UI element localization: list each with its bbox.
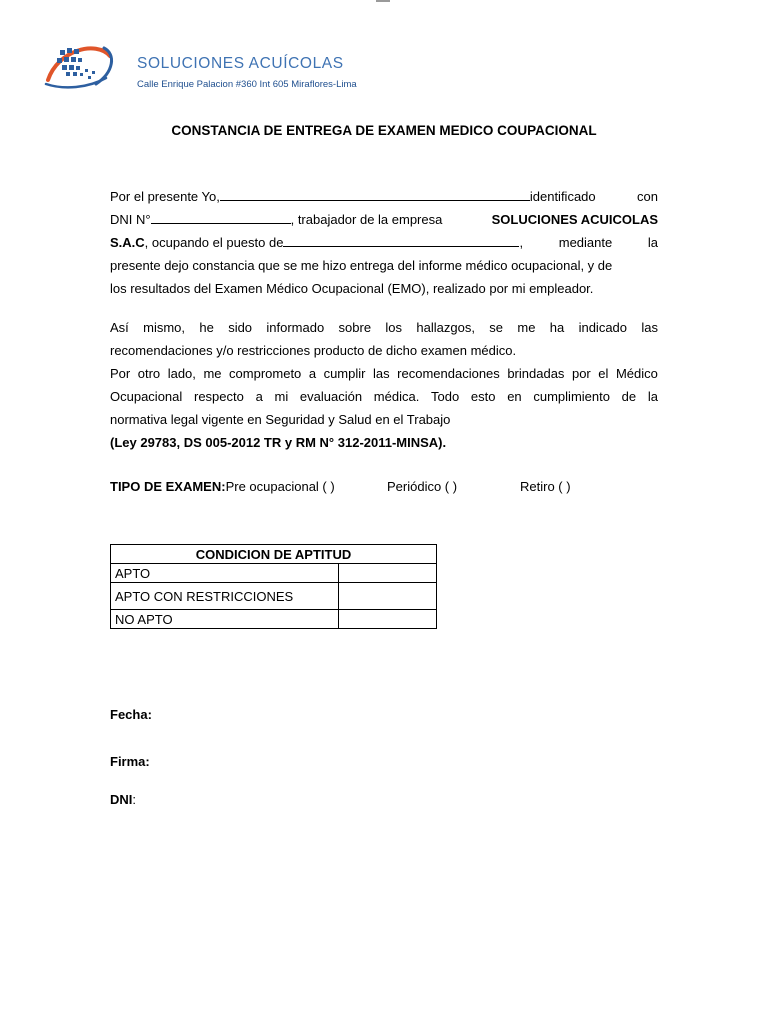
word: a [308, 366, 317, 381]
word: Médico [615, 366, 658, 381]
paragraph-line [110, 208, 658, 231]
word: de [621, 389, 637, 404]
word: cumplir [323, 366, 366, 381]
paragraph-line-justified [110, 362, 658, 385]
word: otro [137, 366, 161, 381]
word: recomendaciones [397, 366, 500, 381]
text-la: la [647, 235, 658, 250]
word: indicado [578, 320, 628, 335]
word: evaluación [299, 389, 363, 404]
aptitude-mark-cell[interactable] [338, 610, 436, 629]
word: Ocupacional [110, 389, 183, 404]
paragraph-line: normativa legal vigente en Seguridad y Salud en el Trabajo [110, 412, 451, 427]
word: las [641, 320, 658, 335]
word: comprometo [229, 366, 302, 381]
fish-globe-logo-icon [44, 40, 134, 92]
text-por-el-presente: Por el presente Yo, [110, 189, 220, 204]
word: se [489, 320, 504, 335]
table-header-row [111, 545, 437, 564]
word: hallazgos, [416, 320, 475, 335]
paragraph-line: recomendaciones y/o restricciones producto de dicho examen médico. [110, 343, 517, 358]
word: esto [470, 389, 496, 404]
word: ha [549, 320, 565, 335]
company-name: SOLUCIONES ACUÍCOLAS [137, 55, 344, 72]
word: mismo, [143, 320, 186, 335]
table-row [111, 583, 437, 610]
paragraph-line-justified [110, 316, 658, 339]
paragraph-line-justified [110, 385, 658, 408]
word: los [385, 320, 403, 335]
table-header: CONDICION DE APTITUD [111, 545, 437, 564]
word: me [517, 320, 536, 335]
document-title: CONSTANCIA DE ENTREGA DE EXAMEN MEDICO COUPACIONAL [171, 123, 597, 138]
word: he [199, 320, 214, 335]
word: Todo [431, 389, 460, 404]
table-row [111, 610, 437, 629]
exam-type-retiro-option[interactable]: Retiro ( ) [520, 479, 571, 494]
page-top-mark [376, 0, 390, 2]
word: por [571, 366, 591, 381]
word: Así [110, 320, 129, 335]
company-suffix-bold: S.A.C [110, 235, 145, 250]
paragraph-line [110, 185, 658, 208]
dni-label [110, 792, 136, 807]
dni-colon: : [132, 792, 137, 807]
paragraph-line: los resultados del Examen Médico Ocupacional (EMO), realizado por mi empleador. [110, 281, 594, 296]
position-blank-field[interactable] [283, 233, 519, 247]
word: mi [274, 389, 289, 404]
word: me [203, 366, 222, 381]
text-ocupando: , ocupando el puesto de [144, 235, 284, 250]
paragraph-line: presente dejo constancia que se me hizo entrega del informe médico ocupacional, y de [110, 258, 613, 273]
table-row [111, 564, 437, 583]
aptitude-label: APTO [111, 564, 339, 583]
word: informado [266, 320, 325, 335]
exam-type-pre-option[interactable]: Pre ocupacional ( ) [225, 479, 335, 494]
word: lado, [167, 366, 196, 381]
word: la [647, 389, 658, 404]
text-trabajador: , trabajador de la empresa [290, 212, 443, 227]
word: brindadas [507, 366, 565, 381]
aptitude-table [110, 544, 437, 629]
paragraph-declaration [110, 185, 658, 300]
word: a [255, 389, 263, 404]
law-reference-text: (Ley 29783, DS 005-2012 TR y RM N° 312-2011-MINSA). [110, 435, 447, 450]
text-identificado: identificado [529, 189, 596, 204]
dni-blank-field[interactable] [151, 210, 291, 224]
word: sobre [338, 320, 372, 335]
text-comma: , [519, 235, 524, 250]
aptitude-mark-cell[interactable] [338, 583, 436, 610]
word: el [598, 366, 609, 381]
aptitude-label: NO APTO [111, 610, 339, 629]
word: cumplimiento [533, 389, 610, 404]
word: Por [110, 366, 131, 381]
aptitude-label: APTO CON RESTRICCIONES [111, 583, 339, 610]
text-con: con [637, 189, 658, 204]
dni-label-text: DNI [110, 792, 133, 807]
aptitude-mark-cell[interactable] [338, 564, 436, 583]
text-dni-no: DNI N° [110, 212, 151, 227]
fecha-label: Fecha: [110, 707, 152, 722]
name-blank-field[interactable] [220, 187, 530, 201]
paragraph-commitment [110, 316, 658, 454]
paragraph-line [110, 231, 658, 254]
word: respecto [193, 389, 244, 404]
company-address: Calle Enrique Palacion #360 Int 605 Miraflores-Lima [137, 79, 357, 90]
word: en [507, 389, 522, 404]
word: médica. [373, 389, 420, 404]
exam-type-label: TIPO DE EXAMEN: [110, 479, 226, 494]
law-reference [110, 431, 658, 454]
firma-label: Firma: [110, 754, 150, 769]
company-bold-text: SOLUCIONES ACUICOLAS [491, 212, 658, 227]
exam-type-periodic-option[interactable]: Periódico ( ) [387, 479, 458, 494]
word: las [373, 366, 390, 381]
word: sido [228, 320, 253, 335]
text-mediante: mediante [558, 235, 613, 250]
